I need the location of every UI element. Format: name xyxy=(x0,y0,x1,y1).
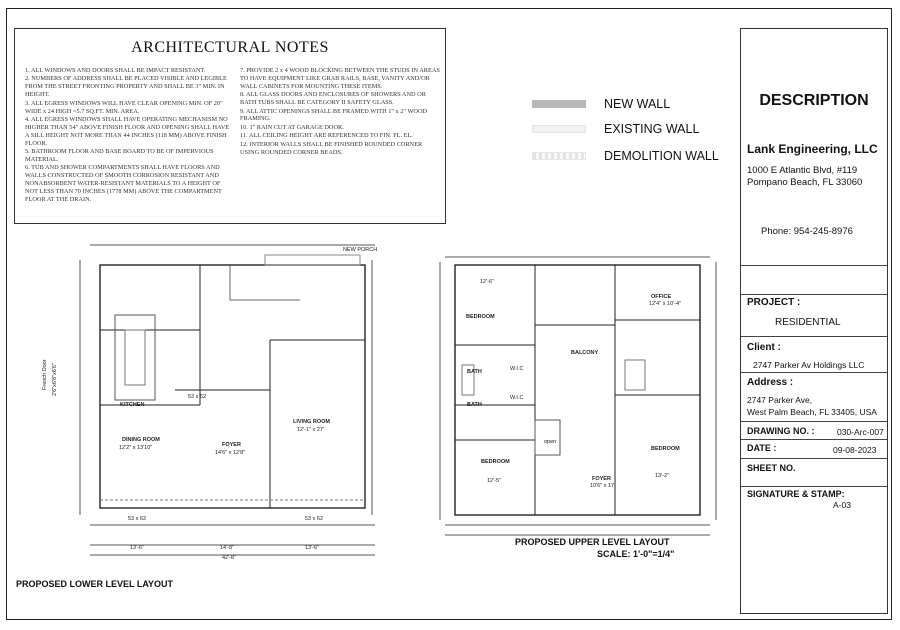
project-value: RESIDENTIAL xyxy=(775,317,841,328)
french-door-size: 2'6"x6'8"x6'6" xyxy=(52,363,58,396)
drawing-no-value: 030-Arc-007 xyxy=(837,427,884,437)
lower-plan-walls xyxy=(80,245,378,555)
site-address-line2: West Palm Beach, FL 33405, USA xyxy=(747,407,877,417)
note-item: 8. ALL GLASS DOORS AND ENCLOSURES OF SHOWERS AND OR BATH TUBS SHALL BE CATEGORY II SAFETY GLASS. xyxy=(240,91,426,107)
client-label: Client : xyxy=(747,342,781,353)
note-item: 5. BATHROOM FLOOR AND BASE BOARD TO BE OF IMPERVIOUS MATERIAL. xyxy=(25,148,214,163)
note-item: 7. PROVIDE 2 x 4 WOOD BLOCKING BETWEEN THE STUDS IN AREAS TO HAVE EQUIPMENT LIKE GRAB RAILS, BASE, VANITY AND/OR WALL CABINETS FOR MOUNTING THESE ITEMS. xyxy=(240,67,440,90)
notes-title: ARCHITECTURAL NOTES xyxy=(131,39,329,56)
upper-foyer-dims: 10'6" x 17' xyxy=(590,483,616,489)
sheet-no-label: SHEET NO. xyxy=(747,463,796,473)
note-item: 3. ALL EGRESS WINDOWS WILL HAVE CLEAR OPENING MIN. OF 20" WIDE x 24 HIGH =5.7 SQ.FT. MIN. AREA. xyxy=(25,99,223,115)
address-label: Address : xyxy=(747,377,794,388)
window-tag: 53 x 62 xyxy=(128,516,147,522)
bedroom1-dims: 12'-6" xyxy=(480,279,495,285)
bath-label: BATH xyxy=(467,369,482,375)
office-label: OFFICE xyxy=(651,294,672,300)
legend-label: DEMOLITION WALL xyxy=(604,149,719,163)
wic-label: W.I.C xyxy=(510,366,524,372)
date-label: DATE : xyxy=(747,443,777,453)
note-item: 4. ALL EGRESS WINDOWS SHALL HAVE OPERATING MECHANISM NO HIGHER THAN 54" ABOVE FINISH FLOOR AND OPENING SHALL HAVE A SILL HEIGHT NOT MORE THAN 44 INCHES (118 MM) ABOVE FINISH FLOOR. xyxy=(25,115,230,147)
note-item: 1. ALL WINDOWS AND DOORS SHALL BE IMPACT RESISTANT. xyxy=(25,67,206,74)
note-item: 2. NUMBERS OF ADDRESS SHALL BE PLACED VISIBLE AND LEGIBLE FROM THE STREET FRONTING PROPERTY AND SHALL BE 3" MIN. IN HEIGHT. xyxy=(25,75,227,99)
dim-right: 13'-6" xyxy=(305,545,320,551)
note-item: 11. ALL CEILING HEIGHT ARE REFERENCED TO FIN. FL. EL. xyxy=(240,132,413,140)
dim-mid: 14'-8" xyxy=(220,545,235,551)
bedroom-label: BEDROOM xyxy=(466,314,495,320)
company-address-line1: 1000 E Atlantic Blvd, #119 xyxy=(747,165,858,176)
bedroom4-dims: 13'-2" xyxy=(655,473,670,479)
note-item: 12. INTERIOR WALLS SHALL BE FINISHED ROUNDED CORNER USING ROUNDED CORNER BEADS. xyxy=(240,140,423,156)
legend-label: NEW WALL xyxy=(604,97,671,111)
drawing-no-label: DRAWING NO. : xyxy=(747,426,815,436)
wic-label: W.I.C xyxy=(510,395,524,401)
window-tag: 53 x 62 xyxy=(305,516,324,522)
company-phone: Phone: 954-245-8976 xyxy=(761,226,853,237)
bedroom3-dims: 12'-5" xyxy=(487,478,502,484)
french-door-label: French Door xyxy=(42,359,48,390)
foyer-dims: 14'6" x 12'8" xyxy=(215,450,246,456)
project-label: PROJECT : xyxy=(747,297,801,308)
window-tag: 53 x 62 xyxy=(188,394,207,400)
dim-left: 13'-6" xyxy=(130,545,145,551)
signature-label: SIGNATURE & STAMP: xyxy=(747,489,845,499)
living-room-dims: 12'-1" x 27' xyxy=(297,427,324,433)
legend-label: EXISTING WALL xyxy=(604,122,700,136)
balcony-label: BALCONY xyxy=(571,350,599,356)
new-porch-label: NEW PORCH xyxy=(343,247,378,253)
foyer-label: FOYER xyxy=(222,442,241,448)
open-label: open xyxy=(544,439,557,445)
company-address-line2: Pompano Beach, FL 33060 xyxy=(747,177,863,188)
office-dims: 12'4" x 10'-4" xyxy=(649,301,681,307)
company-name: Lank Engineering, LLC xyxy=(747,142,878,156)
bedroom-label: BEDROOM xyxy=(651,446,680,452)
kitchen-label: KITCHEN xyxy=(120,402,145,408)
scale-label: SCALE: 1'-0"=1/4" xyxy=(597,549,675,559)
lower-plan-title: PROPOSED LOWER LEVEL LAYOUT xyxy=(16,579,174,589)
site-address-line1: 2747 Parker Ave, xyxy=(747,395,813,405)
description-label: DESCRIPTION xyxy=(759,92,869,109)
bath-label: BATH xyxy=(467,402,482,408)
dim-total: 42'-8" xyxy=(222,555,237,561)
upper-foyer-label: FOYER xyxy=(592,476,611,482)
bedroom-label: BEDROOM xyxy=(481,459,510,465)
client-value: 2747 Parker Av Holdings LLC xyxy=(753,360,865,370)
upper-plan-title: PROPOSED UPPER LEVEL LAYOUT xyxy=(515,537,670,547)
dining-room-dims: 12'2" x 13'10" xyxy=(119,445,153,451)
upper-plan-walls xyxy=(440,257,716,535)
date-value: 09-08-2023 xyxy=(833,445,877,455)
note-item: 9. ALL ATTIC OPENINGS SHALL BE FRAMED WITH 1" x 2" WOOD FRAMING. xyxy=(240,107,428,123)
note-item: 6. TUB AND SHOWER COMPARTMENTS SHALL HAVE FLOORS AND WALLS CONSTRUCTED OF SMOOTH CORROSION RESISTANT AND NONABSORBENT WATER-RESISTANT MATERIALS TO A HEIGHT OF NOT LESS THAN 70 INCHES (1778 MM) ABOVE THE COMPARTMENT FLOOR AT THE DRAIN. xyxy=(25,164,222,203)
sheet-no-value: A-03 xyxy=(833,500,851,510)
dining-room-label: DINING ROOM xyxy=(122,437,160,443)
note-item: 10. 1" RAIN CUT AT GARAGE DOOR. xyxy=(240,123,344,131)
living-room-label: LIVING ROOM xyxy=(293,419,330,425)
